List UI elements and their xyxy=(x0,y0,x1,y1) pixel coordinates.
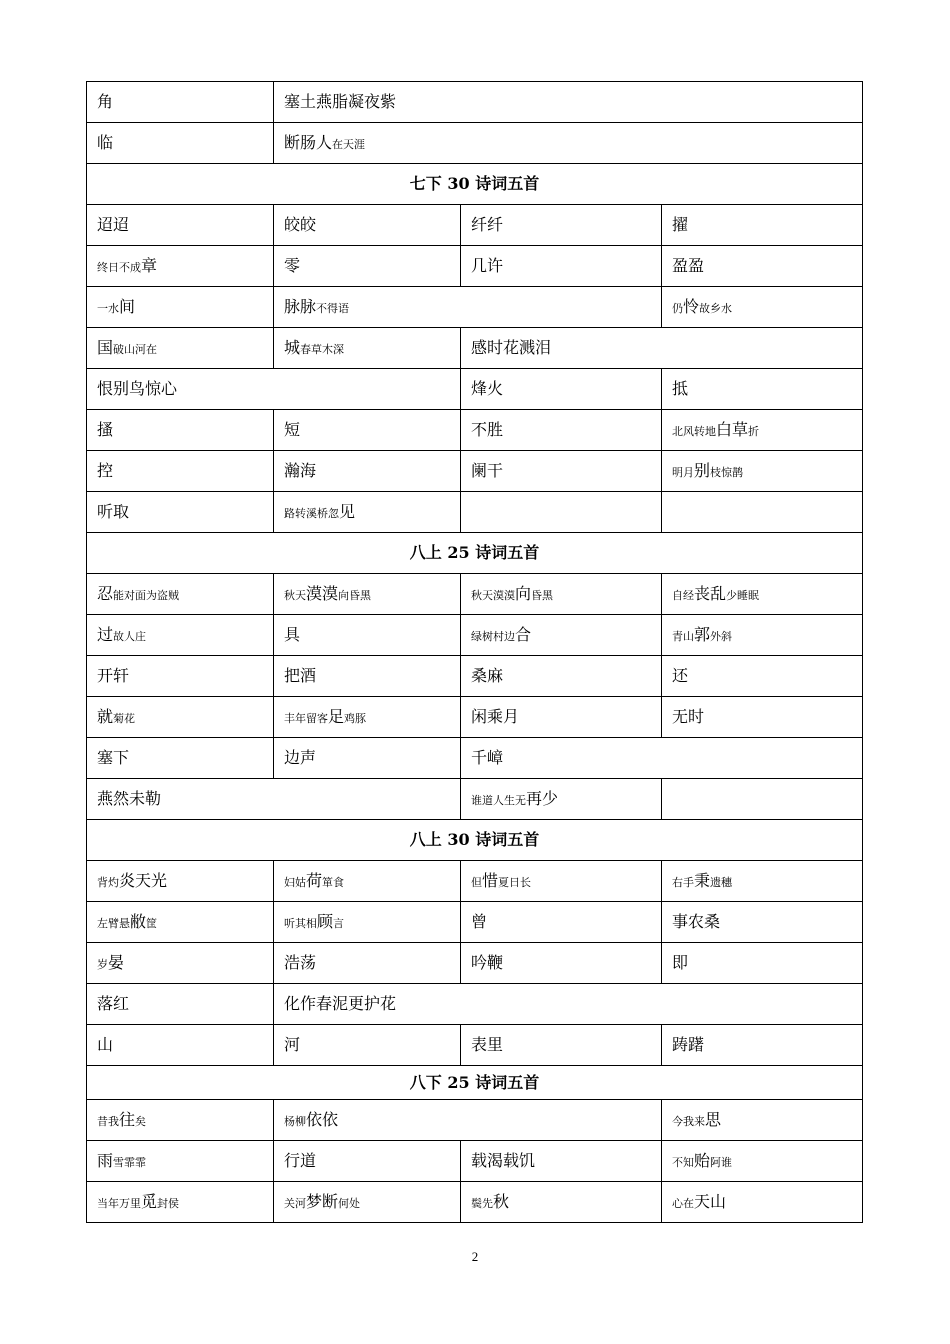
context-text: 昔我 xyxy=(97,1115,119,1129)
table-row xyxy=(87,205,863,246)
context-text: 封侯 xyxy=(157,1197,180,1211)
table-cell xyxy=(87,205,274,246)
table-row xyxy=(87,82,863,123)
table-cell xyxy=(662,861,863,902)
context-text: 箪食 xyxy=(322,876,345,890)
table-cell xyxy=(461,697,662,738)
context-text: 昏黑 xyxy=(531,589,554,603)
key-word: 秋 xyxy=(493,1192,510,1212)
context-text: 终日不成 xyxy=(97,261,141,275)
table-cell xyxy=(274,246,461,287)
key-word: 雨 xyxy=(97,1151,114,1171)
table-cell xyxy=(274,984,863,1025)
table-cell xyxy=(274,123,863,164)
context-text: 仍 xyxy=(672,302,683,316)
table-cell xyxy=(662,1100,863,1141)
context-text: 雪霏霏 xyxy=(113,1156,147,1170)
table-cell xyxy=(274,1141,461,1182)
table-cell xyxy=(461,492,662,533)
section-header-row xyxy=(87,1066,863,1100)
key-word: 擢 xyxy=(672,215,689,235)
table-cell xyxy=(87,246,274,287)
context-text: 自经 xyxy=(672,589,694,603)
key-word: 桑麻 xyxy=(471,666,504,686)
key-word: 皎皎 xyxy=(284,215,317,235)
key-word: 敝 xyxy=(130,912,147,932)
table-row xyxy=(87,1182,863,1223)
key-word: 忍 xyxy=(97,584,114,604)
table-cell xyxy=(461,1182,662,1223)
table-cell xyxy=(662,287,863,328)
table-cell xyxy=(461,656,662,697)
table-cell xyxy=(662,902,863,943)
key-word: 几许 xyxy=(471,256,504,276)
key-word: 河 xyxy=(284,1035,301,1055)
key-word: 过 xyxy=(97,625,114,645)
context-text: 但 xyxy=(471,876,482,890)
key-word: 曾 xyxy=(471,912,488,932)
key-word: 觅 xyxy=(141,1192,158,1212)
section-title: 八上 25 诗词五首 xyxy=(87,533,863,574)
table-cell xyxy=(274,82,863,123)
key-word: 郭 xyxy=(694,625,711,645)
key-word: 断肠人 xyxy=(284,133,333,153)
key-word: 浩荡 xyxy=(284,953,317,973)
table-cell xyxy=(461,943,662,984)
context-text: 阿谁 xyxy=(710,1156,733,1170)
table-cell xyxy=(87,410,274,451)
key-word: 梦断 xyxy=(306,1192,339,1212)
key-word: 晏 xyxy=(108,953,125,973)
context-text: 少睡眠 xyxy=(726,589,760,603)
table-cell xyxy=(662,1141,863,1182)
section-title: 七下 30 诗词五首 xyxy=(87,164,863,205)
context-text: 绿树村边 xyxy=(471,630,515,644)
table-cell xyxy=(87,656,274,697)
key-word: 贻 xyxy=(694,1151,711,1171)
context-text: 左臂悬 xyxy=(97,917,130,931)
context-text: 筐 xyxy=(146,917,158,931)
table-cell xyxy=(274,205,461,246)
key-word: 荷 xyxy=(306,871,323,891)
table-cell xyxy=(274,697,461,738)
table-cell xyxy=(87,328,274,369)
key-word: 间 xyxy=(119,297,136,317)
context-text: 杨柳 xyxy=(284,1115,306,1129)
table-cell xyxy=(87,492,274,533)
key-word: 丧乱 xyxy=(694,584,727,604)
section-header-row xyxy=(87,820,863,861)
table-row xyxy=(87,410,863,451)
table-cell xyxy=(87,902,274,943)
key-word: 国 xyxy=(97,338,114,358)
context-text: 鬓先 xyxy=(471,1197,493,1211)
table-cell xyxy=(274,328,461,369)
table-cell xyxy=(662,697,863,738)
table-cell xyxy=(87,574,274,615)
key-word: 漠漠 xyxy=(306,584,339,604)
key-word: 章 xyxy=(141,256,158,276)
key-word: 听取 xyxy=(97,502,130,522)
key-word: 落红 xyxy=(97,994,130,1014)
context-text: 故人庄 xyxy=(113,630,147,644)
table-cell xyxy=(662,369,863,410)
key-word: 控 xyxy=(97,461,114,481)
table-cell xyxy=(662,615,863,656)
key-word: 临 xyxy=(97,133,114,153)
key-word: 怜 xyxy=(683,297,700,317)
table-cell xyxy=(461,205,662,246)
table-cell xyxy=(274,943,461,984)
context-text: 妇姑 xyxy=(284,876,306,890)
key-word: 思 xyxy=(705,1110,722,1130)
context-text: 夏日长 xyxy=(498,876,532,890)
table-row xyxy=(87,328,863,369)
vocabulary-table xyxy=(86,81,863,1223)
key-word: 迢迢 xyxy=(97,215,130,235)
key-word: 顾 xyxy=(317,912,334,932)
key-word: 就 xyxy=(97,707,114,727)
table-cell xyxy=(662,492,863,533)
key-word: 向 xyxy=(515,584,532,604)
context-text: 一水 xyxy=(97,302,119,316)
table-cell xyxy=(87,1182,274,1223)
key-word: 别 xyxy=(694,461,711,481)
table-row xyxy=(87,246,863,287)
key-word: 天山 xyxy=(694,1192,727,1212)
table-cell xyxy=(274,1100,662,1141)
key-word: 阑干 xyxy=(471,461,504,481)
context-text: 矣 xyxy=(135,1115,147,1129)
table-row xyxy=(87,902,863,943)
context-text: 青山 xyxy=(672,630,694,644)
table-cell xyxy=(274,656,461,697)
key-word: 无时 xyxy=(672,707,705,727)
key-word: 炎天光 xyxy=(119,871,168,891)
context-text: 路转溪桥忽 xyxy=(284,507,339,521)
table-cell xyxy=(87,369,461,410)
table-cell xyxy=(87,82,274,123)
key-word: 依依 xyxy=(306,1110,339,1130)
table-cell xyxy=(87,123,274,164)
context-text: 秋天 xyxy=(284,589,306,603)
key-word: 白草 xyxy=(716,420,749,440)
context-text: 能对面为盗贼 xyxy=(113,589,180,603)
key-word: 化作春泥更护花 xyxy=(284,994,397,1014)
key-word: 闲乘月 xyxy=(471,707,520,727)
key-word: 城 xyxy=(284,338,301,358)
table-cell xyxy=(274,492,461,533)
table-row xyxy=(87,697,863,738)
context-text: 外斜 xyxy=(710,630,733,644)
table-row xyxy=(87,369,863,410)
key-word: 具 xyxy=(284,625,301,645)
table-cell xyxy=(87,287,274,328)
table-cell xyxy=(662,779,863,820)
context-text: 今我来 xyxy=(672,1115,705,1129)
key-word: 塞下 xyxy=(97,748,130,768)
table-row xyxy=(87,984,863,1025)
table-cell xyxy=(274,1182,461,1223)
key-word: 足 xyxy=(328,707,345,727)
context-text: 枝惊鹊 xyxy=(710,466,744,480)
context-text: 遗穗 xyxy=(710,876,733,890)
table-cell xyxy=(662,574,863,615)
key-word: 瀚海 xyxy=(284,461,317,481)
table-cell xyxy=(87,697,274,738)
section-header-row xyxy=(87,164,863,205)
key-word: 载渴载饥 xyxy=(471,1151,536,1171)
context-text: 向昏黑 xyxy=(338,589,372,603)
table-row xyxy=(87,1025,863,1066)
context-text: 何处 xyxy=(338,1197,361,1211)
table-row xyxy=(87,574,863,615)
table-cell xyxy=(662,1025,863,1066)
table-row xyxy=(87,1100,863,1141)
page-number: 2 xyxy=(471,1249,479,1264)
key-word: 搔 xyxy=(97,420,114,440)
table-row xyxy=(87,615,863,656)
table-row xyxy=(87,123,863,164)
context-text: 心在 xyxy=(672,1197,694,1211)
key-word: 千嶂 xyxy=(471,748,504,768)
key-word: 踌躇 xyxy=(672,1035,705,1055)
key-word: 塞土燕脂凝夜紫 xyxy=(284,92,397,112)
context-text: 言 xyxy=(333,917,345,931)
key-word: 惜 xyxy=(482,871,499,891)
key-word: 还 xyxy=(672,666,689,686)
table-cell xyxy=(662,410,863,451)
table-cell xyxy=(87,1141,274,1182)
table-cell xyxy=(461,246,662,287)
table-cell xyxy=(662,205,863,246)
context-text: 故乡水 xyxy=(699,302,733,316)
table-cell xyxy=(461,902,662,943)
context-text: 破山河在 xyxy=(113,343,158,357)
table-cell xyxy=(461,1025,662,1066)
table-cell xyxy=(461,574,662,615)
key-word: 合 xyxy=(515,625,532,645)
key-word: 开轩 xyxy=(97,666,130,686)
key-word: 感时花溅泪 xyxy=(471,338,552,358)
table-cell xyxy=(461,451,662,492)
context-text: 岁 xyxy=(97,958,108,972)
table-cell xyxy=(662,1182,863,1223)
vocabulary-table-body xyxy=(87,82,863,1223)
table-cell xyxy=(461,779,662,820)
context-text: 折 xyxy=(748,425,760,439)
table-row xyxy=(87,656,863,697)
key-word: 烽火 xyxy=(471,379,504,399)
key-word: 短 xyxy=(284,420,301,440)
table-row xyxy=(87,287,863,328)
table-cell xyxy=(461,328,863,369)
table-cell xyxy=(461,369,662,410)
table-row xyxy=(87,738,863,779)
table-cell xyxy=(87,1100,274,1141)
context-text: 在天涯 xyxy=(332,138,366,152)
key-word: 吟鞭 xyxy=(471,953,504,973)
table-row xyxy=(87,451,863,492)
key-word: 边声 xyxy=(284,748,317,768)
table-cell xyxy=(87,943,274,984)
key-word: 事农桑 xyxy=(672,912,721,932)
context-text: 春草木深 xyxy=(300,343,345,357)
table-cell xyxy=(274,451,461,492)
context-text: 秋天漠漠 xyxy=(471,589,515,603)
table-row xyxy=(87,492,863,533)
table-cell xyxy=(274,287,662,328)
table-cell xyxy=(87,451,274,492)
context-text: 当年万里 xyxy=(97,1197,141,1211)
key-word: 表里 xyxy=(471,1035,504,1055)
table-cell xyxy=(461,738,863,779)
table-cell xyxy=(274,738,461,779)
section-title: 八下 25 诗词五首 xyxy=(87,1066,863,1100)
context-text: 谁道人生无 xyxy=(471,794,526,808)
key-word: 见 xyxy=(339,502,356,522)
table-cell xyxy=(274,410,461,451)
context-text: 鸡豚 xyxy=(344,712,367,726)
section-title: 八上 30 诗词五首 xyxy=(87,820,863,861)
key-word: 燕然未勒 xyxy=(97,789,162,809)
key-word: 即 xyxy=(672,953,689,973)
key-word: 抵 xyxy=(672,379,689,399)
table-row xyxy=(87,861,863,902)
table-cell xyxy=(87,861,274,902)
key-word: 秉 xyxy=(694,871,711,891)
key-word: 把酒 xyxy=(284,666,317,686)
table-cell xyxy=(662,451,863,492)
table-cell xyxy=(274,1025,461,1066)
table-cell xyxy=(87,984,274,1025)
key-word: 恨别鸟惊心 xyxy=(97,379,178,399)
context-text: 北风转地 xyxy=(672,425,716,439)
key-word: 山 xyxy=(97,1035,114,1055)
table-cell xyxy=(461,410,662,451)
table-cell xyxy=(274,902,461,943)
context-text: 关河 xyxy=(284,1197,306,1211)
table-cell xyxy=(87,779,461,820)
context-text: 背灼 xyxy=(97,876,119,890)
table-row xyxy=(87,779,863,820)
table-cell xyxy=(87,738,274,779)
table-cell xyxy=(461,615,662,656)
context-text: 听其相 xyxy=(284,917,317,931)
key-word: 纤纤 xyxy=(471,215,504,235)
section-header-row xyxy=(87,533,863,574)
table-cell xyxy=(662,656,863,697)
table-cell xyxy=(461,1141,662,1182)
key-word: 再少 xyxy=(526,789,559,809)
table-row xyxy=(87,943,863,984)
key-word: 角 xyxy=(97,92,114,112)
table-cell xyxy=(274,574,461,615)
table-cell xyxy=(662,943,863,984)
context-text: 菊花 xyxy=(113,712,136,726)
context-text: 不知 xyxy=(672,1156,694,1170)
key-word: 零 xyxy=(284,256,301,276)
table-cell xyxy=(662,246,863,287)
table-row xyxy=(87,1141,863,1182)
key-word: 往 xyxy=(119,1110,136,1130)
key-word: 盈盈 xyxy=(672,256,705,276)
key-word: 不胜 xyxy=(471,420,504,440)
table-cell xyxy=(461,861,662,902)
key-word: 行道 xyxy=(284,1151,317,1171)
context-text: 明月 xyxy=(672,466,694,480)
key-word: 脉脉 xyxy=(284,297,317,317)
table-cell xyxy=(87,615,274,656)
context-text: 不得语 xyxy=(316,302,350,316)
table-cell xyxy=(274,615,461,656)
table-cell xyxy=(87,1025,274,1066)
context-text: 右手 xyxy=(672,876,694,890)
context-text: 丰年留客 xyxy=(284,712,328,726)
table-cell xyxy=(274,861,461,902)
